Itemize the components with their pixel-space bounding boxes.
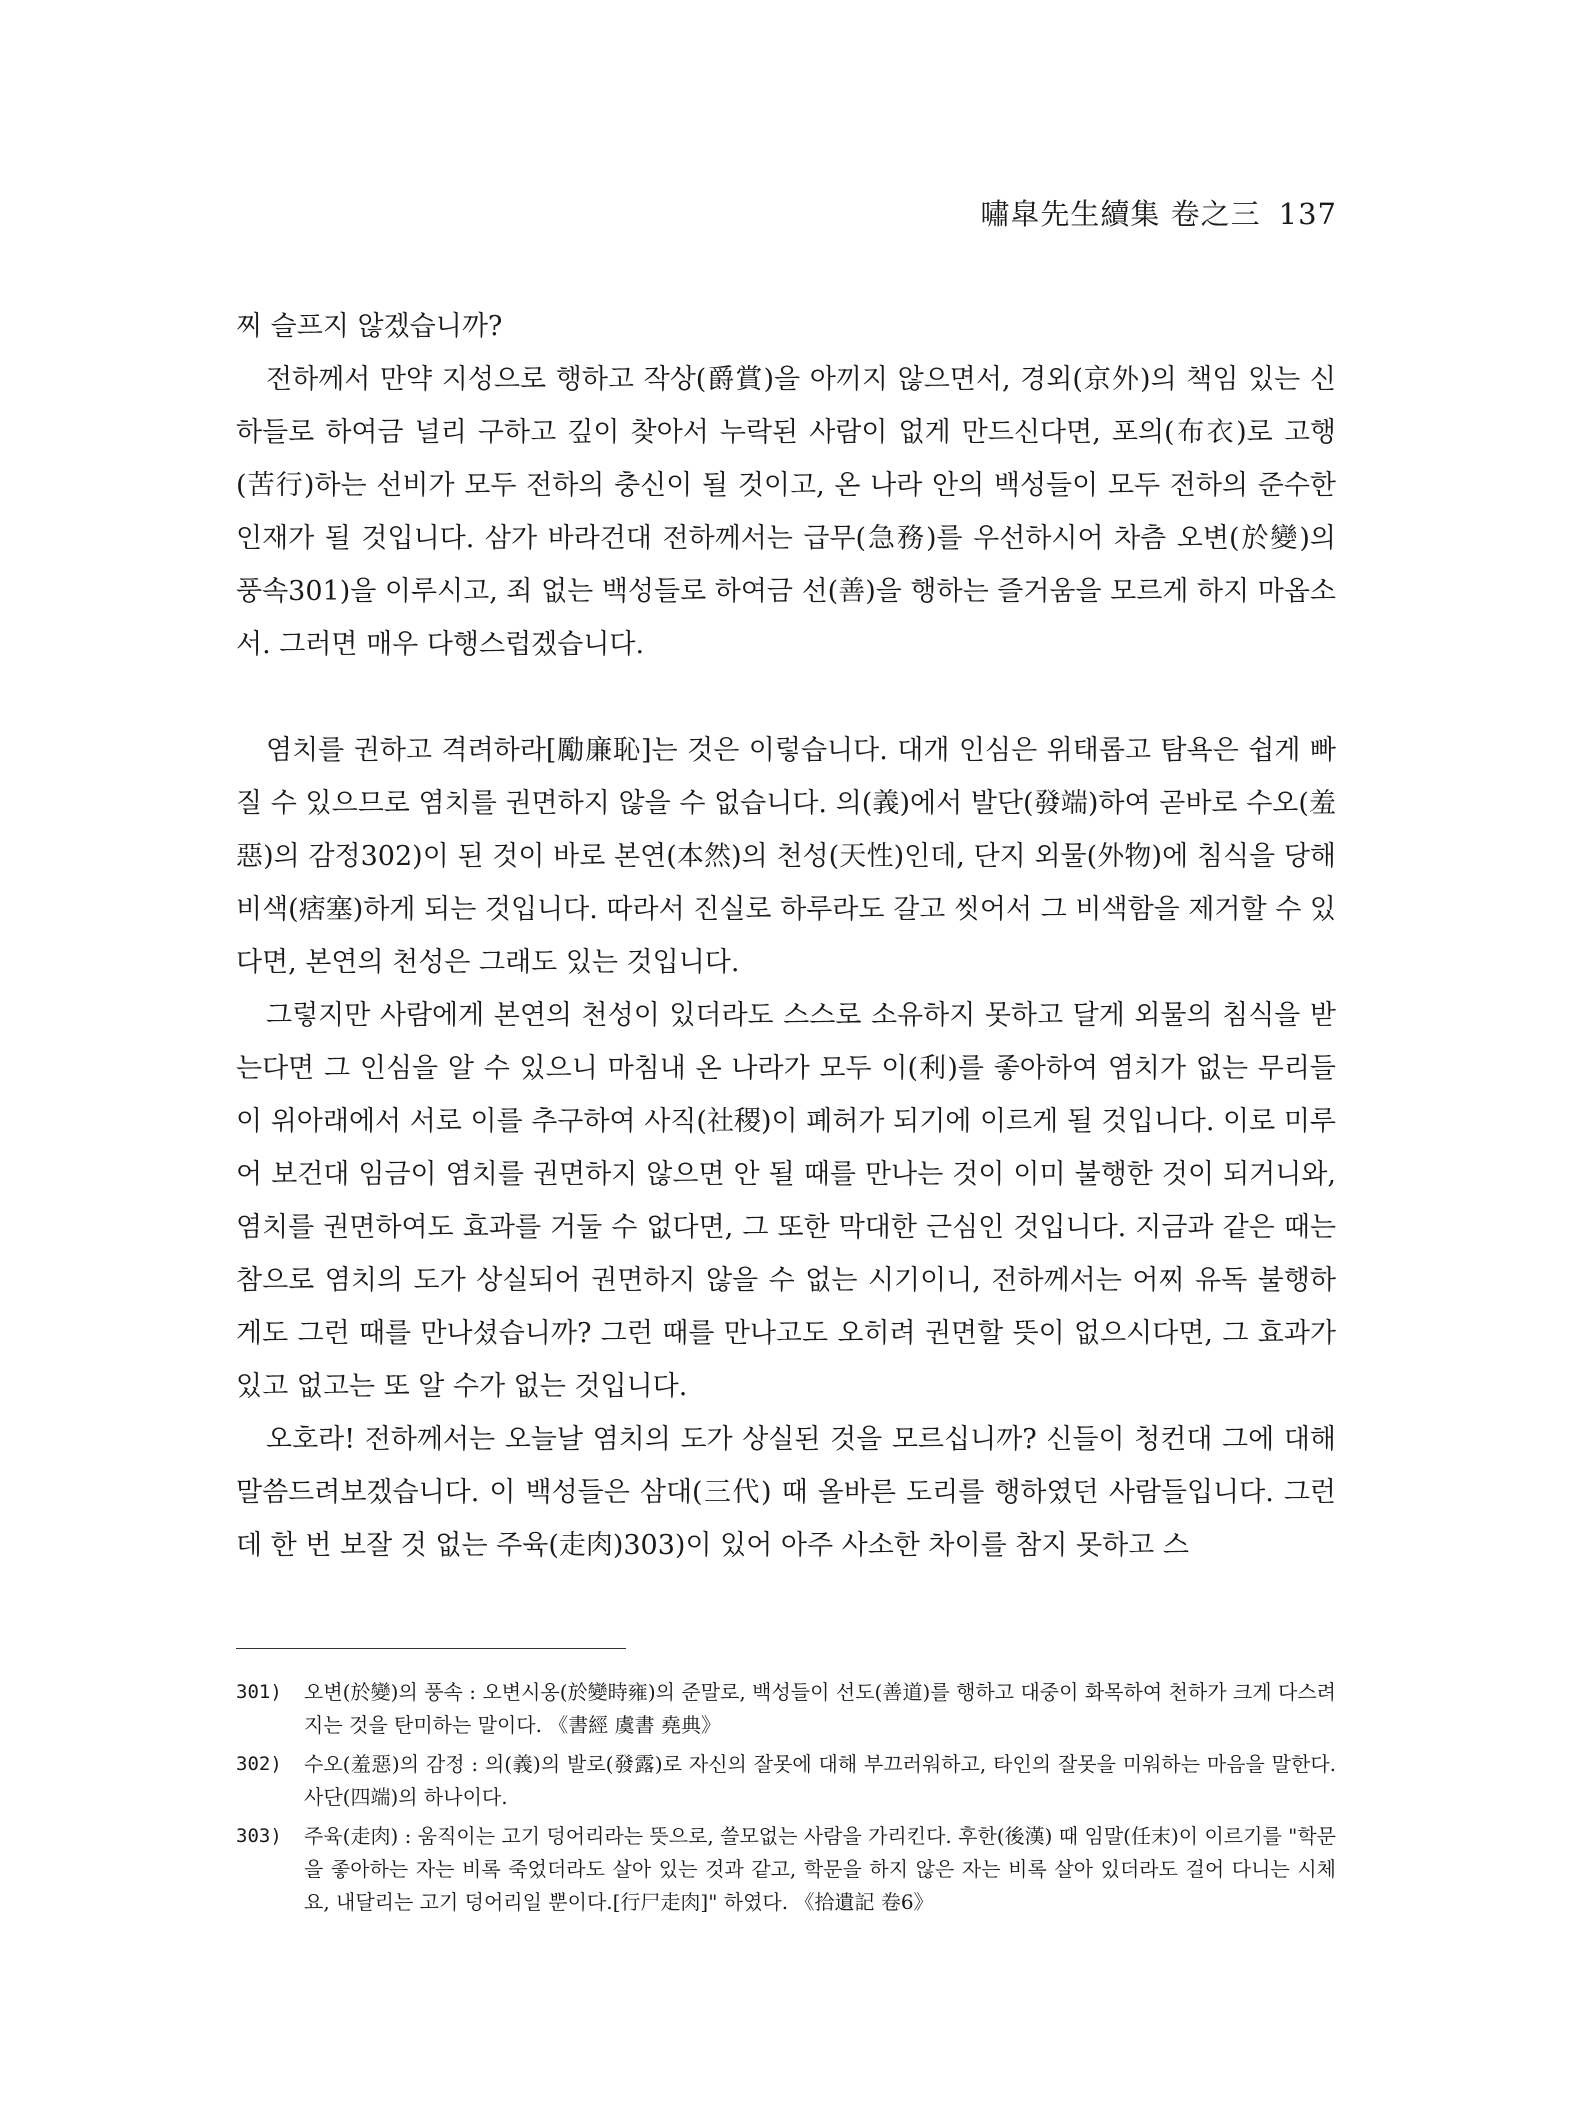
footnotes: [236, 1676, 1336, 1925]
footnote-divider: [236, 1648, 626, 1649]
paragraph-section-start: 염치를 권하고 격려하라[勵廉恥]는 것은 이렇습니다. 대개 인심은 위태롭고 탐욕은 쉽게 빠질 수 있으므로 염치를 권면하지 않을 수 없습니다. 의(義)에서 발단(發端)하여 곧바로 수오(羞惡)의 감정302)이 된 것이 바로 본연(本然)의 천성(天性)인데, 단지 외물(外物)에 침식을 당해 비색(痞塞)하게 되는 것입니다. 따라서 진실로 하루라도 갈고 씻어서 그 비색함을 제거할 수 있다면, 본연의 천성은 그래도 있는 것입니다.: [236, 735, 1336, 978]
book-title: 嘯皐先生續集 卷之三: [980, 197, 1261, 231]
paragraph: 오호라! 전하께서는 오늘날 염치의 도가 상실된 것을 모르십니까? 신들이 청컨대 그에 대해 말씀드려보겠습니다. 이 백성들은 삼대(三代) 때 올바른 도리를 행하였던 사람들입니다. 그런데 한 번 보잘 것 없는 주육(走肉)303)이 있어 아주 사소한 차이를 참지 못하고 스: [236, 1424, 1336, 1561]
footnote-number: 302): [236, 1753, 282, 1775]
paragraph: 전하께서 만약 지성으로 행하고 작상(爵賞)을 아끼지 않으면서, 경외(京外)의 책임 있는 신하들로 하여금 널리 구하고 깊이 찾아서 누락된 사람이 없게 만드신다면, 포의(布衣)로 고행(苦行)하는 선비가 모두 전하의 충신이 될 것이고, 온 나라 안의 백성들이 모두 전하의 준수한 인재가 될 것입니다. 삼가 바라건대 전하께서는 급무(急務)를 우선하시어 차츰 오변(於變)의 풍속301)을 이루시고, 죄 없는 백성들로 하여금 선(善)을 행하는 즐거움을 모르게 하지 마옵소서. 그러면 매우 다행스럽겠습니다.: [236, 364, 1336, 660]
footnote-303: [236, 1820, 1336, 1919]
footnote-number: 301): [236, 1681, 282, 1703]
running-header: [980, 192, 1337, 233]
page-number: 137: [1278, 197, 1337, 231]
footnote-301: [236, 1676, 1336, 1742]
footnote-302: [236, 1748, 1336, 1814]
footnote-text: 주육(走肉) : 움직이는 고기 덩어리라는 뜻으로, 쓸모없는 사람을 가리킨다. 후한(後漢) 때 임말(任末)이 이르기를 "학문을 좋아하는 자는 비록 죽었더라도 살아 있는 것과 같고, 학문을 하지 않은 자는 비록 살아 있더라도 걸어 다니는 시체요, 내달리는 고기 덩어리일 뿐이다.[行尸走肉]" 하였다. 《拾遺記 卷6》: [304, 1824, 1336, 1914]
paragraph: 그렇지만 사람에게 본연의 천성이 있더라도 스스로 소유하지 못하고 달게 외물의 침식을 받는다면 그 인심을 알 수 있으니 마침내 온 나라가 모두 이(利)를 좋아하여 염치가 없는 무리들이 위아래에서 서로 이를 추구하여 사직(社稷)이 폐허가 되기에 이르게 될 것입니다. 이로 미루어 보건대 임금이 염치를 권면하지 않으면 안 될 때를 만나는 것이 이미 불행한 것이 되거니와, 염치를 권면하여도 효과를 거둘 수 없다면, 그 또한 막대한 근심인 것입니다. 지금과 같은 때는 참으로 염치의 도가 상실되어 권면하지 않을 수 없는 시기이니, 전하께서는 어찌 유독 불행하게도 그런 때를 만나셨습니까? 그런 때를 만나고도 오히려 권면할 뜻이 없으시다면, 그 효과가 있고 없고는 또 알 수가 없는 것입니다.: [236, 1000, 1336, 1402]
body-text: [236, 300, 1336, 1572]
footnote-text: 오변(於變)의 풍속 : 오변시옹(於變時雍)의 준말로, 백성들이 선도(善道)를 행하고 대중이 화목하여 천하가 크게 다스려지는 것을 탄미하는 말이다. 《書經 虞書 堯典》: [304, 1680, 1336, 1737]
paragraph-continuation: 찌 슬프지 않겠습니까?: [236, 311, 503, 342]
footnote-number: 303): [236, 1825, 282, 1847]
footnote-text: 수오(羞惡)의 감정 : 의(義)의 발로(發露)로 자신의 잘못에 대해 부끄러워하고, 타인의 잘못을 미워하는 마음을 말한다. 사단(四端)의 하나이다.: [304, 1752, 1336, 1809]
